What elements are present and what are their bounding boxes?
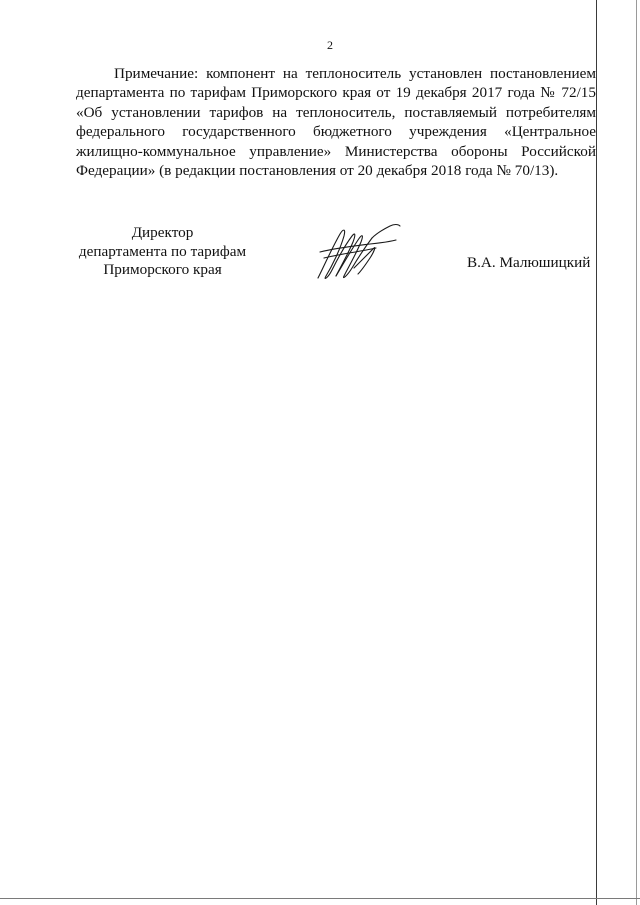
- note-paragraph: Примечание: компонент на теплоноситель установлен постановлением департамента по тарифам Приморского края от 19 декабря 2017 года № 72/15 «Об установлении тарифов на теплоноситель, поставляемый потребителям федерального государственного бюджетного учреждения «Центральное жилищно-коммунальное управление» Министерства обороны Российской Федерации» (в редакции постановления от 20 декабря 2018 года № 70/13).: [76, 65, 596, 180]
- signatory-title-line-3: Приморского края: [103, 261, 222, 278]
- signatory-title-line-1: Директор: [131, 224, 194, 241]
- handwritten-signature: [310, 218, 405, 286]
- signatory-name: В.А. Малюшицкий: [467, 254, 591, 271]
- signatory-title: [70, 224, 255, 280]
- scan-edge-line: [596, 0, 597, 905]
- page-number: 2: [327, 38, 333, 52]
- scan-bottom-line: [0, 898, 640, 899]
- signatory-title-line-2: департамента по тарифам: [78, 242, 247, 260]
- scan-edge-line-outer: [636, 0, 637, 905]
